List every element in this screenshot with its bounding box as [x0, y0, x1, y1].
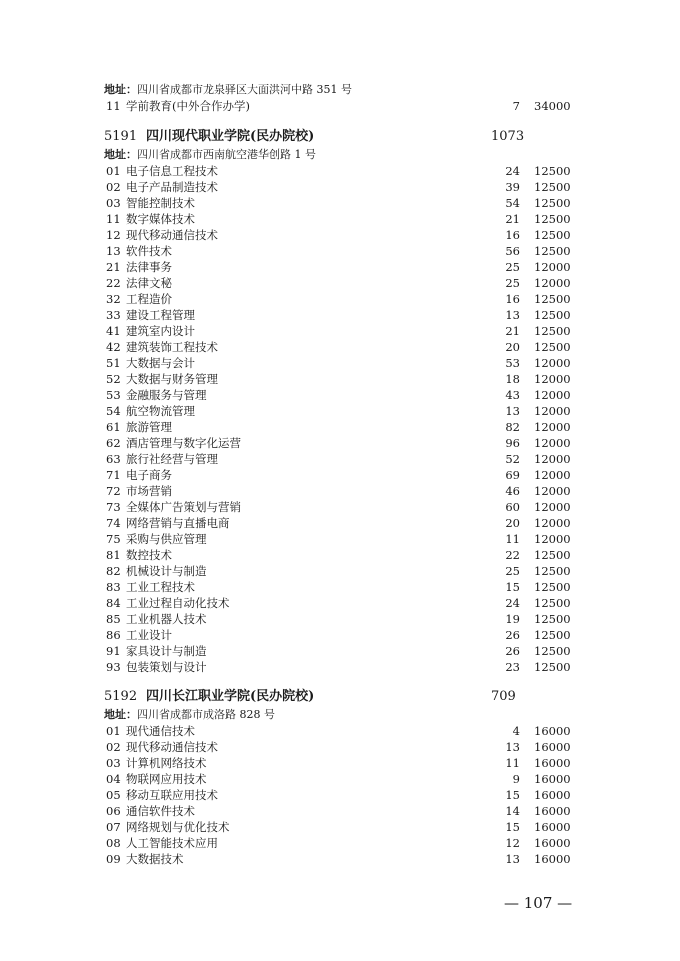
program-fee: 16000	[534, 788, 571, 802]
program-fee: 16000	[534, 740, 571, 754]
program-row	[0, 371, 680, 387]
program-row	[0, 419, 680, 435]
program-row	[0, 627, 680, 643]
program-code: 53	[106, 388, 121, 402]
program-fee: 12000	[534, 404, 571, 418]
program-fee: 12500	[534, 196, 571, 210]
program-row	[0, 243, 680, 259]
program-code: 84	[106, 596, 121, 610]
program-fee: 12500	[534, 308, 571, 322]
address-line	[0, 82, 680, 98]
program-fee: 16000	[534, 820, 571, 834]
program-code: 03	[106, 756, 121, 770]
program-code: 02	[106, 740, 121, 754]
program-code: 04	[106, 772, 121, 786]
program-name: 全媒体广告策划与营销	[126, 500, 241, 514]
program-row	[0, 499, 680, 515]
program-name: 现代通信技术	[126, 724, 195, 738]
institution-header	[0, 688, 680, 706]
program-name: 酒店管理与数字化运营	[126, 436, 241, 450]
program-name: 旅行社经营与管理	[126, 452, 218, 466]
program-name: 包装策划与设计	[126, 660, 207, 674]
program-row	[0, 323, 680, 339]
program-count: 22	[505, 548, 520, 562]
program-count: 16	[505, 292, 520, 306]
program-name: 工业机器人技术	[126, 612, 207, 626]
program-name: 移动互联应用技术	[126, 788, 218, 802]
program-code: 12	[106, 228, 121, 242]
program-code: 42	[106, 340, 121, 354]
program-code: 93	[106, 660, 121, 674]
program-fee: 12000	[534, 468, 571, 482]
program-fee: 16000	[534, 804, 571, 818]
program-fee: 16000	[534, 772, 571, 786]
program-code: 01	[106, 724, 121, 738]
program-code: 62	[106, 436, 121, 450]
program-code: 01	[106, 164, 121, 178]
program-row	[0, 451, 680, 467]
program-name: 工业工程技术	[126, 580, 195, 594]
program-fee: 12500	[534, 228, 571, 242]
program-row	[0, 819, 680, 835]
program-count: 13	[505, 308, 520, 322]
program-row	[0, 355, 680, 371]
program-count: 46	[505, 484, 520, 498]
program-name: 机械设计与制造	[126, 564, 207, 578]
program-row	[0, 291, 680, 307]
program-code: 02	[106, 180, 121, 194]
program-fee: 12500	[534, 596, 571, 610]
program-name: 金融服务与管理	[126, 388, 207, 402]
program-fee: 12000	[534, 388, 571, 402]
program-row	[0, 611, 680, 627]
program-row	[0, 403, 680, 419]
program-row	[0, 515, 680, 531]
program-count: 21	[505, 324, 520, 338]
program-name: 大数据与财务管理	[126, 372, 218, 386]
program-name: 数控技术	[126, 548, 172, 562]
program-row	[0, 259, 680, 275]
program-code: 75	[106, 532, 121, 546]
program-code: 03	[106, 196, 121, 210]
program-name: 大数据与会计	[126, 356, 195, 370]
program-code: 06	[106, 804, 121, 818]
program-count: 69	[505, 468, 520, 482]
program-count: 19	[505, 612, 520, 626]
program-code: 22	[106, 276, 121, 290]
program-count: 25	[505, 564, 520, 578]
program-name: 建筑装饰工程技术	[126, 340, 218, 354]
program-count: 20	[505, 340, 520, 354]
program-row	[0, 211, 680, 227]
program-count: 25	[505, 260, 520, 274]
institution-header	[0, 128, 680, 146]
program-count: 39	[505, 180, 520, 194]
program-code: 63	[106, 452, 121, 466]
program-fee: 12000	[534, 500, 571, 514]
program-row	[0, 595, 680, 611]
program-fee: 12000	[534, 276, 571, 290]
program-fee: 12000	[534, 452, 571, 466]
program-fee: 16000	[534, 756, 571, 770]
program-fee: 12000	[534, 484, 571, 498]
program-fee: 16000	[534, 836, 571, 850]
program-code: 71	[106, 468, 121, 482]
program-count: 54	[505, 196, 520, 210]
program-name: 物联网应用技术	[126, 772, 207, 786]
program-fee: 12500	[534, 180, 571, 194]
program-code: 41	[106, 324, 121, 338]
program-fee: 12000	[534, 516, 571, 530]
address-line	[0, 707, 680, 723]
program-count: 23	[505, 660, 520, 674]
program-count: 96	[505, 436, 520, 450]
address-label: 地址：	[104, 708, 137, 721]
program-row	[0, 227, 680, 243]
program-code: 82	[106, 564, 121, 578]
program-row	[0, 387, 680, 403]
program-count: 21	[505, 212, 520, 226]
program-fee: 12500	[534, 244, 571, 258]
program-count: 60	[505, 500, 520, 514]
program-name: 市场营销	[126, 484, 172, 498]
program-count: 12	[505, 836, 520, 850]
program-row	[0, 739, 680, 755]
address-label: 地址：	[104, 148, 137, 161]
program-code: 11	[106, 99, 121, 113]
program-row	[0, 163, 680, 179]
program-count: 13	[505, 404, 520, 418]
program-count: 4	[512, 724, 520, 738]
program-row	[0, 723, 680, 739]
program-count: 25	[505, 276, 520, 290]
program-code: 74	[106, 516, 121, 530]
program-count: 15	[505, 820, 520, 834]
program-count: 11	[505, 756, 520, 770]
program-name: 学前教育(中外合作办学)	[126, 99, 250, 113]
program-name: 旅游管理	[126, 420, 172, 434]
program-row	[0, 467, 680, 483]
program-count: 43	[505, 388, 520, 402]
program-row	[0, 307, 680, 323]
program-fee: 12500	[534, 212, 571, 226]
program-count: 18	[505, 372, 520, 386]
program-fee: 12000	[534, 372, 571, 386]
program-row	[0, 579, 680, 595]
program-name: 智能控制技术	[126, 196, 195, 210]
program-count: 82	[505, 420, 520, 434]
program-row	[0, 771, 680, 787]
program-row	[0, 98, 680, 114]
program-fee: 12500	[534, 628, 571, 642]
program-name: 数字媒体技术	[126, 212, 195, 226]
program-row	[0, 339, 680, 355]
program-code: 61	[106, 420, 121, 434]
program-code: 51	[106, 356, 121, 370]
address-text: 四川省成都市西南航空港华创路 1 号	[137, 148, 316, 161]
program-name: 法律文秘	[126, 276, 172, 290]
program-fee: 12500	[534, 324, 571, 338]
program-code: 09	[106, 852, 121, 866]
program-row	[0, 643, 680, 659]
program-name: 电子产品制造技术	[126, 180, 218, 194]
address-label: 地址：	[104, 83, 137, 96]
program-code: 11	[106, 212, 121, 226]
program-name: 采购与供应管理	[126, 532, 207, 546]
program-fee: 12500	[534, 548, 571, 562]
program-row	[0, 787, 680, 803]
program-count: 24	[505, 164, 520, 178]
program-name: 建筑室内设计	[126, 324, 195, 338]
program-fee: 16000	[534, 852, 571, 866]
program-row	[0, 547, 680, 563]
program-fee: 12500	[534, 164, 571, 178]
program-count: 14	[505, 804, 520, 818]
program-code: 05	[106, 788, 121, 802]
program-count: 9	[512, 772, 520, 786]
program-count: 26	[505, 644, 520, 658]
program-fee: 12000	[534, 532, 571, 546]
program-name: 网络规划与优化技术	[126, 820, 230, 834]
program-fee: 12500	[534, 644, 571, 658]
program-count: 13	[505, 852, 520, 866]
program-code: 91	[106, 644, 121, 658]
program-fee: 12000	[534, 436, 571, 450]
program-row	[0, 531, 680, 547]
program-count: 56	[505, 244, 520, 258]
program-fee: 12500	[534, 580, 571, 594]
program-name: 工业设计	[126, 628, 172, 642]
program-fee: 12500	[534, 564, 571, 578]
program-fee: 12500	[534, 660, 571, 674]
program-count: 11	[505, 532, 520, 546]
institution-code: 5191	[104, 129, 138, 144]
program-code: 32	[106, 292, 121, 306]
institution-total: 1073	[491, 129, 525, 144]
program-name: 法律事务	[126, 260, 172, 274]
program-row	[0, 563, 680, 579]
program-name: 电子商务	[126, 468, 172, 482]
program-code: 81	[106, 548, 121, 562]
program-count: 15	[505, 788, 520, 802]
address-line	[0, 147, 680, 163]
program-name: 大数据技术	[126, 852, 184, 866]
program-fee: 12500	[534, 340, 571, 354]
program-name: 工程造价	[126, 292, 172, 306]
program-row	[0, 851, 680, 867]
program-row	[0, 755, 680, 771]
program-code: 21	[106, 260, 121, 274]
program-name: 电子信息工程技术	[126, 164, 218, 178]
program-row	[0, 483, 680, 499]
program-fee: 12500	[534, 612, 571, 626]
institution-total: 709	[491, 689, 516, 704]
program-name: 现代移动通信技术	[126, 228, 218, 242]
institution-name: 四川现代职业学院(民办院校)	[146, 129, 315, 144]
program-count: 26	[505, 628, 520, 642]
program-code: 13	[106, 244, 121, 258]
program-row	[0, 659, 680, 675]
program-code: 08	[106, 836, 121, 850]
program-row	[0, 179, 680, 195]
program-count: 24	[505, 596, 520, 610]
program-name: 网络营销与直播电商	[126, 516, 230, 530]
program-count: 52	[505, 452, 520, 466]
program-fee: 12500	[534, 292, 571, 306]
program-code: 73	[106, 500, 121, 514]
program-fee: 12000	[534, 260, 571, 274]
program-count: 20	[505, 516, 520, 530]
program-count: 7	[512, 99, 520, 113]
program-count: 13	[505, 740, 520, 754]
program-name: 航空物流管理	[126, 404, 195, 418]
address-text: 四川省成都市龙泉驿区大面洪河中路 351 号	[137, 83, 352, 96]
institution-code: 5192	[104, 689, 138, 704]
institution-name: 四川长江职业学院(民办院校)	[146, 689, 315, 704]
program-code: 07	[106, 820, 121, 834]
program-fee: 34000	[534, 99, 571, 113]
address-text: 四川省成都市成洛路 828 号	[137, 708, 275, 721]
program-name: 计算机网络技术	[126, 756, 207, 770]
program-name: 建设工程管理	[126, 308, 195, 322]
program-count: 16	[505, 228, 520, 242]
program-fee: 16000	[534, 724, 571, 738]
program-name: 家具设计与制造	[126, 644, 207, 658]
program-count: 53	[505, 356, 520, 370]
program-code: 54	[106, 404, 121, 418]
page-number: — 107 —	[504, 894, 573, 912]
program-row	[0, 435, 680, 451]
program-fee: 12000	[534, 356, 571, 370]
program-name: 人工智能技术应用	[126, 836, 218, 850]
program-code: 72	[106, 484, 121, 498]
program-name: 工业过程自动化技术	[126, 596, 230, 610]
program-code: 33	[106, 308, 121, 322]
program-count: 15	[505, 580, 520, 594]
program-code: 52	[106, 372, 121, 386]
program-name: 通信软件技术	[126, 804, 195, 818]
program-code: 86	[106, 628, 121, 642]
program-name: 现代移动通信技术	[126, 740, 218, 754]
program-code: 85	[106, 612, 121, 626]
program-row	[0, 803, 680, 819]
program-row	[0, 835, 680, 851]
program-fee: 12000	[534, 420, 571, 434]
program-row	[0, 195, 680, 211]
program-row	[0, 275, 680, 291]
program-code: 83	[106, 580, 121, 594]
program-name: 软件技术	[126, 244, 172, 258]
